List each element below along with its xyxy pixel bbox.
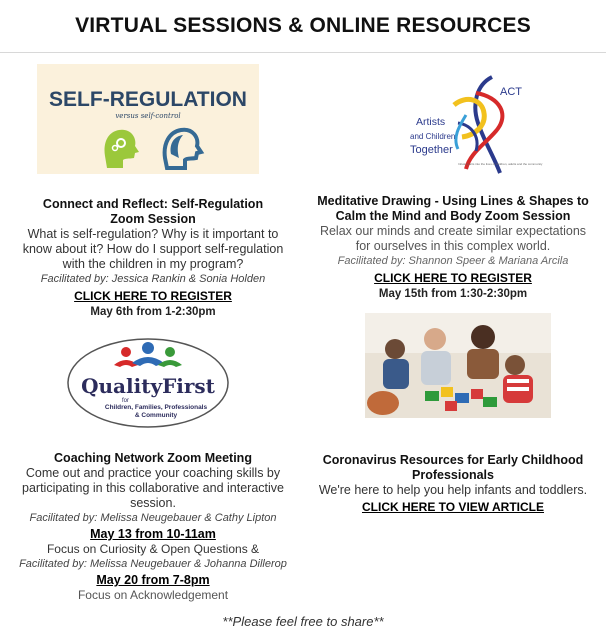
share-note: **Please feel free to share** — [222, 614, 384, 629]
self-regulation-image-subtitle: versus self-control — [115, 112, 181, 120]
coaching-network-focus-1: Focus on Curiosity & Open Questions & — [46, 542, 260, 556]
act-logo-line1: Artists — [416, 116, 446, 128]
coronavirus-resources-description: We're here to help you help infants and toddlers. — [318, 483, 588, 497]
self-regulation-title-line1: Connect and Reflect: Self-Regulation — [42, 197, 264, 211]
coronavirus-resources-card — [312, 453, 594, 516]
meditative-drawing-date: May 15th from 1:30-2:30pm — [378, 288, 528, 300]
quality-first-sub1: Children, Families, Professionals — [104, 404, 208, 411]
page-header — [0, 0, 606, 53]
self-regulation-title-line2: Zoom Session — [110, 212, 196, 226]
self-regulation-facilitators: Facilitated by: Jessica Rankin & Sonia Holden — [40, 273, 266, 285]
coaching-network-focus-2: Focus on Acknowledgement — [77, 588, 229, 602]
coaching-network-description: Come out and practice your coaching skills by participating in this collaborative and interactive session. — [22, 466, 284, 510]
self-regulation-description: What is self-regulation? Why is it important to know about it? How do I support self-regulation with the children in my program? — [22, 227, 284, 271]
coaching-network-facilitators-1: Facilitated by: Melissa Neugebauer & Cathy Lipton — [29, 512, 277, 524]
act-logo-line3: Together — [410, 144, 453, 156]
act-logo-line2: and Children — [410, 132, 456, 141]
quality-first-wordmark: QualityFirst — [81, 374, 215, 398]
self-regulation-image-title: SELF-REGULATION — [49, 88, 247, 111]
self-regulation-register-link[interactable]: CLICK HERE TO REGISTER — [74, 289, 232, 303]
meditative-drawing-card — [312, 194, 594, 302]
children-playing-photo — [365, 313, 551, 418]
coaching-network-date-2: May 20 from 7-8pm — [96, 573, 210, 587]
self-regulation-image — [37, 64, 259, 174]
act-logo — [380, 65, 543, 183]
self-regulation-card — [12, 197, 294, 320]
coronavirus-article-link[interactable]: CLICK HERE TO VIEW ARTICLE — [361, 500, 544, 514]
coronavirus-resources-title: Coronavirus Resources for Early Childhood Professionals — [322, 453, 584, 482]
coaching-network-card — [12, 451, 294, 603]
act-logo-act: ACT — [500, 86, 522, 98]
coaching-network-facilitators-2: Facilitated by: Melissa Neugebauer & Johanna Dillerop — [19, 558, 287, 570]
coaching-network-title: Coaching Network Zoom Meeting — [54, 451, 252, 465]
meditative-drawing-register-link[interactable]: CLICK HERE TO REGISTER — [374, 271, 532, 285]
coaching-network-date-1: May 13 from 10-11am — [90, 527, 216, 541]
self-regulation-date: May 6th from 1-2:30pm — [90, 306, 216, 318]
meditative-drawing-title: Meditative Drawing - Using Lines & Shapes to Calm the Mind and Body Zoom Session — [317, 194, 589, 223]
quality-first-logo — [66, 333, 230, 429]
meditative-drawing-facilitators: Facilitated by: Shannon Speer & Mariana Arcila — [337, 255, 569, 267]
page-title: VIRTUAL SESSIONS & ONLINE RESOURCES — [75, 14, 531, 37]
quality-first-sub2: & Community — [134, 412, 178, 419]
quality-first-for: for — [122, 398, 130, 404]
act-logo-tagline: Infusing arts into the lives of children, adults and the community — [458, 162, 543, 166]
meditative-drawing-description: Relax our minds and create similar expectations for ourselves in this complex world. — [319, 224, 587, 253]
